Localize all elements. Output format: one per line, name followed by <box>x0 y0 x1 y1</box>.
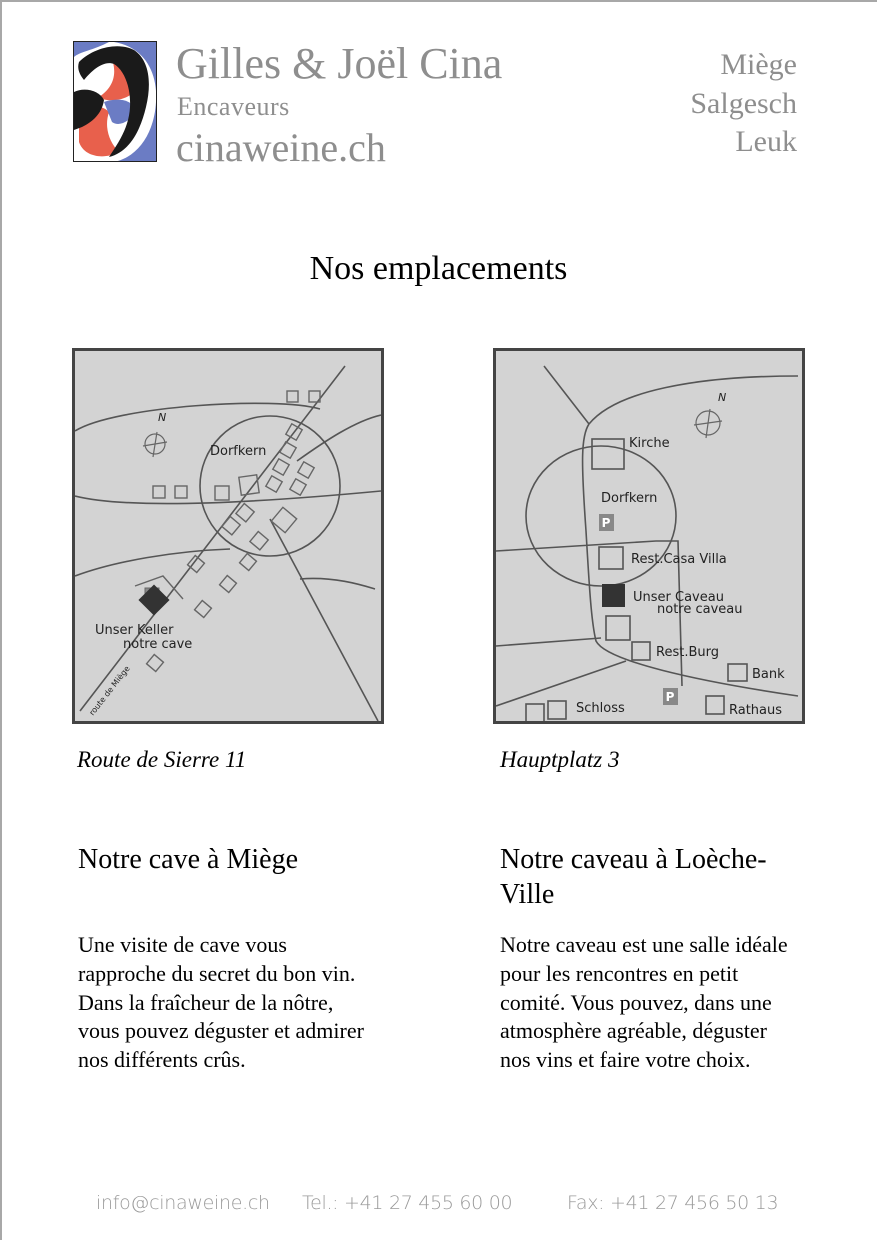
cellar-label-fr: notre cave <box>123 637 193 652</box>
address-miege: Route de Sierre 11 <box>77 747 247 772</box>
footer-tel: Tel.: +41 27 455 60 00 <box>302 1192 513 1214</box>
road-route-de-miege <box>80 366 345 711</box>
parking-label-2: P <box>665 690 675 704</box>
castle-label: Schloss <box>576 701 625 716</box>
road-label: route de Miège <box>87 664 132 718</box>
cellar-label-de: Unser Keller <box>95 623 174 638</box>
brush-stroke-logo-icon <box>73 41 157 162</box>
section-body-leuk: Notre caveau est une salle idéale pour les rencontres en petit comité. Vous pouvez, dans une atmosphère agréable, déguster nos vins et faire votre choix. <box>500 932 788 1073</box>
map-leuk-drawing <box>496 351 802 721</box>
footer-fax: Fax: +41 27 456 50 13 <box>567 1192 779 1214</box>
road <box>297 415 381 461</box>
church-label: Kirche <box>629 436 670 451</box>
website-label: cinaweine.ch <box>176 125 386 170</box>
map-leuk <box>493 348 805 724</box>
brand-name: Gilles & Joël Cina <box>176 39 503 88</box>
location-item: Miège <box>720 48 797 81</box>
north-label: N <box>718 391 727 404</box>
brand-subtitle: Encaveurs <box>177 92 290 121</box>
buildings <box>526 439 747 721</box>
map-miege <box>72 348 384 724</box>
section-title-leuk: Notre caveau à Loèche-Ville <box>500 844 767 910</box>
road <box>589 376 798 424</box>
caveau-marker <box>602 584 625 607</box>
compass-icon <box>694 409 722 438</box>
road <box>496 661 626 706</box>
parking-label: P <box>601 516 611 530</box>
road <box>270 519 378 721</box>
address-leuk: Hauptplatz 3 <box>500 747 620 772</box>
page-title: Nos emplacements <box>309 250 568 287</box>
caveau-label-de: Unser Caveau <box>633 590 724 605</box>
locations-list <box>690 46 797 162</box>
caveau-label-fr: notre caveau <box>657 602 743 617</box>
restaurant-burg-label: Rest.Burg <box>656 645 719 660</box>
compass-icon <box>143 432 167 457</box>
road <box>496 638 601 646</box>
section-title-miege: Notre cave à Miège <box>78 844 298 875</box>
cellar-marker <box>138 584 169 615</box>
village-core-label: Dorfkern <box>210 444 267 459</box>
section-body-miege: Une visite de cave vous rapproche du secret du bon vin. Dans la fraîcheur de la nôtre, vous pouvez déguster et admirer nos différents crûs. <box>78 932 364 1073</box>
village-core-label: Dorfkern <box>601 491 658 506</box>
road <box>75 491 381 504</box>
townhall-label: Rathaus <box>729 703 783 718</box>
map-miege-drawing <box>75 351 381 721</box>
bank-label: Bank <box>752 667 785 682</box>
road <box>75 549 230 576</box>
restaurant-casa-villa-label: Rest.Casa Villa <box>631 552 727 567</box>
location-item: Leuk <box>735 125 797 158</box>
road <box>300 578 375 589</box>
location-item: Salgesch <box>690 86 797 120</box>
footer-email: info@cinaweine.ch <box>96 1192 270 1214</box>
north-label: N <box>158 411 167 424</box>
road <box>544 366 589 424</box>
